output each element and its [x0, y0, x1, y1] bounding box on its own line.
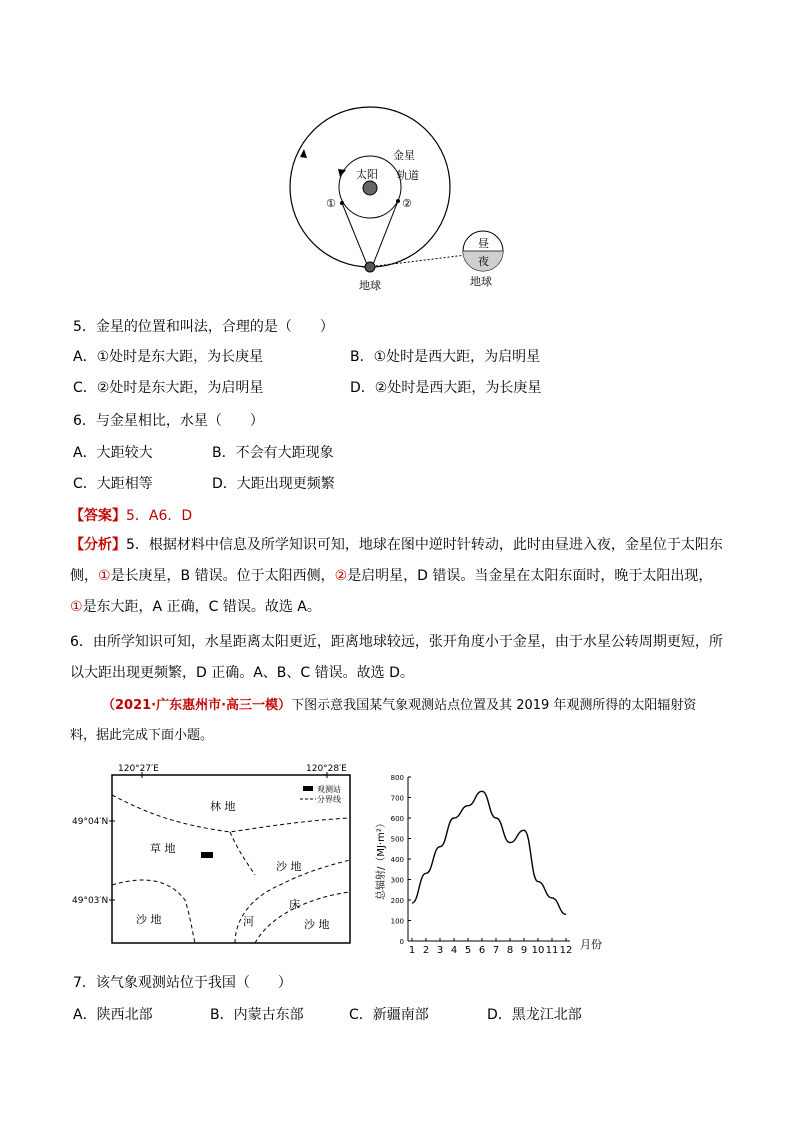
earth-label-2: 地球 — [470, 275, 492, 288]
sand-label-2: 沙 地 — [136, 913, 162, 926]
q5-stem: 5．金星的位置和叫法，合理的是（ ） — [73, 319, 334, 335]
source-tag: （2021·广东惠州市·高三一模） — [102, 698, 292, 713]
sand-label-3: 沙 地 — [304, 918, 330, 931]
x-tick-label: 3 — [436, 945, 444, 956]
chart-axes — [391, 774, 573, 956]
sightline-2 — [372, 201, 398, 267]
pos2-label: ② — [402, 197, 412, 210]
venus-orbit-arrow-icon — [338, 169, 346, 177]
legend-station-icon — [303, 786, 313, 791]
x-tick-label: 11 — [545, 945, 559, 956]
earth-label: 地球 — [359, 279, 381, 292]
x-tick-label: 8 — [506, 945, 514, 956]
x-tick-label: 6 — [478, 945, 486, 956]
x-tick-label: 10 — [531, 945, 545, 956]
chart-marks — [412, 791, 566, 914]
y-tick-label: 600 — [390, 815, 404, 823]
y-tick-label: 500 — [390, 835, 404, 844]
q5-option-c[interactable]: C．②处时是东大距，为启明星 — [73, 380, 264, 396]
y-tick-label: 300 — [390, 876, 404, 885]
station-map — [70, 760, 360, 960]
analysis-p1 — [70, 530, 724, 623]
q6-option-d[interactable]: D．大距出现更频繁 — [212, 476, 335, 492]
q7-option-a[interactable]: A．陕西北部 — [73, 1007, 153, 1023]
forest-label: 林 地 — [210, 800, 236, 813]
analysis-p1-b: 是长庚星，B 错误。位于太阳西侧， — [110, 568, 335, 584]
x-tick-label: 4 — [450, 945, 458, 956]
radiation-series-line — [412, 791, 566, 914]
q6-stem: 6．与金星相比，水星（ ） — [73, 413, 264, 429]
radiation-chart — [370, 765, 640, 965]
answer-text: 5．A6．D — [126, 508, 193, 524]
grass-label: 草 地 — [150, 842, 176, 855]
y-tick-label: 800 — [390, 774, 404, 782]
x-tick-label: 12 — [559, 945, 573, 956]
analysis-p1-d: 是东大距，A 正确，C 错误。故选 A。 — [82, 599, 321, 615]
x-tick-label: 1 — [408, 945, 416, 956]
y-tick-label: 700 — [390, 794, 404, 803]
orbit-arrow-icon — [300, 149, 307, 158]
earth — [365, 262, 375, 272]
x-tick-label: 7 — [492, 945, 500, 956]
intro-line-2: 料，据此完成下面小题。 — [70, 728, 214, 743]
lon2-label: 120°28′E — [306, 764, 347, 774]
y-tick-label: 200 — [390, 897, 404, 905]
venus-elongation-diagram — [280, 105, 530, 295]
day-label: 昼 — [478, 237, 489, 250]
night-label: 夜 — [478, 255, 489, 268]
sightline-1 — [342, 203, 368, 267]
answer-line — [70, 505, 192, 525]
river-label: 河 — [243, 915, 254, 928]
q7-option-b[interactable]: B．内蒙古东部 — [210, 1007, 304, 1023]
y-tick-label: 0 — [399, 938, 404, 946]
x-tick-label: 2 — [422, 945, 430, 956]
intro-line-1 — [102, 694, 696, 713]
lat1-label: 49°04′N — [72, 817, 109, 827]
circled-2: ② — [334, 568, 348, 584]
sun — [363, 181, 377, 195]
sand-label-1: 沙 地 — [276, 860, 302, 873]
x-axis-label: 月份 — [580, 938, 602, 951]
analysis-p2: 6．由所学知识可知，水星距离太阳更近，距离地球较远，张开角度小于金星，由于水星公转周期更短，所以大距出现更频繁，D 正确。A、B、C 错误。故选 D。 — [70, 634, 723, 681]
analysis-p1-a: 5．根据材料中信息及所学知识可知，地球在图中逆时针转动，此时由昼进入夜，金星位于太阳东侧， — [70, 537, 723, 584]
legend-station-label: 观测站 — [317, 785, 341, 794]
station-marker — [201, 852, 213, 858]
circled-1b: ① — [70, 599, 83, 615]
q5-option-a[interactable]: A．①处时是东大距，为长庚星 — [73, 349, 264, 365]
x-tick-label: 9 — [520, 945, 528, 956]
pos1-label: ① — [326, 197, 336, 210]
sun-label: 太阳 — [356, 168, 378, 181]
venus-label-2: 轨道 — [397, 169, 419, 182]
q5-option-d[interactable]: D．②处时是西大距，为长庚星 — [350, 380, 542, 396]
q5-option-b[interactable]: B．①处时是西大距，为启明星 — [350, 349, 541, 365]
legend-boundary-label: 分界线 — [317, 795, 341, 804]
q7-option-c[interactable]: C．新疆南部 — [349, 1007, 429, 1023]
circled-1: ① — [98, 568, 111, 584]
venus-label-1: 金星 — [393, 149, 415, 162]
q6-option-c[interactable]: C．大距相等 — [73, 476, 153, 492]
intro-text-1: 下图示意我国某气象观测站点位置及其 2019 年观测所得的太阳辐射资 — [291, 698, 697, 713]
answer-tag: 【答案】 — [70, 508, 126, 524]
dashed-link — [376, 255, 466, 266]
bed-label: 床 — [289, 898, 300, 911]
q6-option-a[interactable]: A．大距较大 — [73, 445, 153, 461]
analysis-tag: 【分析】 — [70, 537, 126, 553]
lon1-label: 120°27′E — [118, 764, 159, 774]
y-axis-label: 总辐射/（MJ·m²） — [376, 818, 387, 900]
y-tick-label: 400 — [390, 856, 404, 864]
lat2-label: 49°03′N — [72, 896, 109, 906]
y-tick-label: 100 — [390, 917, 404, 926]
q7-stem: 7．该气象观测站位于我国（ ） — [73, 975, 292, 991]
q7-option-d[interactable]: D．黑龙江北部 — [487, 1007, 582, 1023]
x-tick-label: 5 — [464, 945, 472, 956]
analysis-p1-c: 是启明星，D 错误。当金星在太阳东面时，晚于太阳出现， — [347, 568, 713, 584]
q6-option-b[interactable]: B．不会有大距现象 — [212, 445, 334, 461]
